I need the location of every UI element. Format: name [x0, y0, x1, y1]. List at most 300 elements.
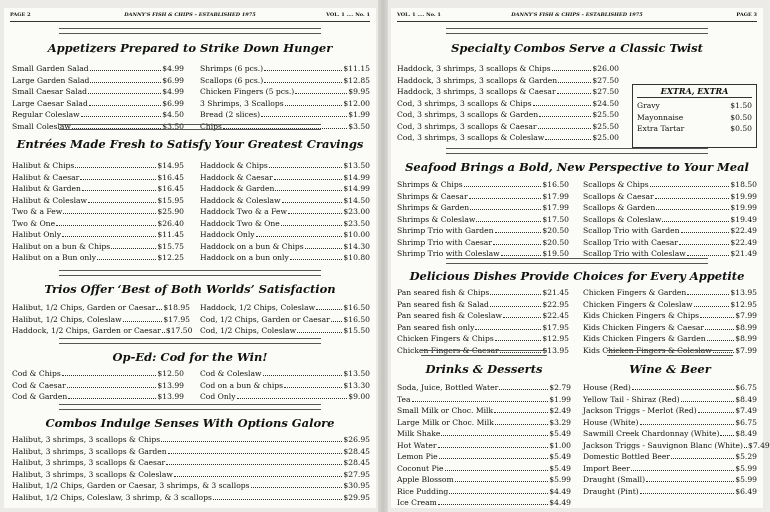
menu-item: [397, 110, 619, 122]
menu-item-price: $13.99: [157, 380, 184, 390]
menu-item-name: Halibut, 1/2 Chips, Coleslaw, 3 shrimp, & 3 scallops: [12, 492, 212, 502]
menu-item-name: Small Garden Salad: [12, 64, 89, 73]
page-number: PAGE 2: [10, 12, 31, 18]
menu-item-price: $12.85: [343, 75, 370, 85]
menu-item-price: $20.50: [542, 237, 569, 247]
menu-item: [200, 230, 370, 242]
section-rule: [59, 28, 321, 34]
dot-leader: [503, 317, 541, 318]
menu-item: [397, 99, 619, 111]
menu-item-name: Halibut, 3 shrimps, 3 scallops & Garden: [12, 446, 167, 456]
menu-item-price: $13.95: [542, 345, 569, 355]
dot-leader: [316, 309, 342, 310]
menu-item-price: $28.45: [343, 446, 370, 456]
item-list: [12, 303, 193, 338]
menu-item-price: $29.95: [343, 492, 370, 502]
menu-item-price: $21.45: [542, 288, 569, 297]
dot-leader: [470, 209, 541, 210]
page-number: PAGE 3: [736, 12, 757, 18]
menu-item-price: $6.99: [162, 75, 184, 85]
menu-item: [583, 383, 757, 395]
menu-item-price: $17.95: [163, 314, 190, 324]
menu-item-price: $12.95: [730, 299, 757, 309]
item-list: [583, 288, 757, 357]
menu-item-price: $22.49: [730, 226, 757, 235]
menu-item-price: $8.49: [735, 394, 757, 404]
menu-item: [397, 288, 569, 300]
left-page: [4, 8, 376, 508]
menu-item-price: $5.99: [735, 475, 757, 484]
menu-item-price: $1.99: [348, 110, 370, 119]
menu-item: [12, 196, 184, 208]
menu-item-name: Shrimps & Coleslaw: [397, 214, 476, 224]
dot-leader: [464, 186, 542, 187]
menu-item-name: Pan seared fish & Coleslaw: [397, 311, 503, 320]
menu-item: [12, 447, 370, 459]
dot-leader: [499, 389, 548, 390]
dot-leader: [694, 306, 730, 307]
menu-item-price: $6.75: [735, 417, 757, 427]
dot-leader: [275, 190, 342, 191]
menu-item: [200, 196, 370, 208]
menu-item-name: Jackson Triggs - Merlot (Red): [583, 406, 697, 415]
dot-leader: [89, 105, 161, 106]
menu-item-price: $24.50: [592, 98, 619, 108]
menu-item-price: $12.00: [343, 98, 370, 108]
dot-leader: [449, 493, 548, 494]
menu-item-price: $27.50: [592, 87, 619, 96]
binding-gutter: [378, 0, 388, 512]
menu-item-name: Haddock & Garden: [200, 184, 275, 193]
dot-leader: [539, 116, 591, 117]
section-rule: [59, 270, 321, 276]
section-title: Wine & Beer: [629, 362, 711, 376]
menu-item-price: $11.15: [343, 64, 370, 73]
menu-item-price: $28.45: [343, 458, 370, 467]
menu-item: [200, 87, 370, 99]
menu-item: [397, 226, 569, 238]
dot-leader: [495, 424, 548, 425]
dot-leader: [264, 70, 342, 71]
menu-item: [12, 110, 184, 122]
dot-leader: [331, 321, 343, 322]
menu-item: [397, 464, 571, 476]
menu-item-price: $2.49: [549, 406, 571, 415]
menu-item: [397, 441, 571, 453]
menu-item: [12, 184, 184, 196]
menu-item-price: $16.50: [343, 314, 370, 324]
menu-item-price: $12.50: [157, 369, 184, 378]
menu-item-price: $3.50: [348, 121, 370, 131]
menu-item-price: $8.99: [735, 322, 757, 332]
dot-leader: [476, 221, 541, 222]
menu-item-price: $7.49: [735, 406, 757, 415]
menu-item-name: Chicken Fingers & Coleslaw: [583, 299, 693, 309]
cod-section: [4, 338, 376, 408]
menu-item-price: $4.50: [162, 110, 184, 119]
wine-beer-section: [577, 350, 770, 508]
menu-item-price: $17.50: [165, 326, 193, 335]
dot-leader: [631, 470, 734, 471]
masthead: DANNY'S FISH & CHIPS – ESTABLISHED 1975: [511, 12, 643, 18]
menu-item-price: $12.25: [157, 253, 184, 262]
menu-item: [397, 215, 569, 227]
specialty-combos-section: [391, 28, 763, 154]
menu-item: [397, 76, 619, 88]
menu-item-name: Haddock & Caesar: [200, 172, 273, 182]
dot-leader: [441, 435, 548, 436]
menu-item-name: Shrimps & Garden: [397, 203, 470, 212]
menu-item: [583, 192, 757, 204]
menu-item-name: Haddock, 3 shrimps, 3 scallops & Chips: [397, 64, 551, 73]
menu-item-name: Halibut on a Bun only: [12, 253, 96, 262]
menu-item-name: Tea: [397, 394, 411, 404]
drinks-section: [391, 350, 577, 508]
menu-item-name: Domestic Bottled Beer: [583, 452, 671, 461]
menu-item: [397, 180, 569, 192]
menu-item: [583, 311, 757, 323]
menu-item-name: Small Coleslaw: [12, 121, 71, 131]
menu-item: [583, 487, 757, 499]
menu-item: [583, 203, 757, 215]
menu-item-price: $6.99: [162, 98, 184, 108]
menu-item-name: Apple Blossom: [397, 475, 454, 484]
menu-item-name: Haddock, 3 shrimps, 3 scallops & Garden: [397, 75, 558, 85]
menu-item: [12, 481, 370, 493]
menu-item: [200, 161, 370, 173]
menu-item-name: Scallops (6 pcs.): [200, 75, 264, 85]
menu-item: [397, 418, 571, 430]
appetizers-section: [4, 28, 376, 131]
section-rule: [421, 350, 547, 356]
dot-leader: [671, 458, 734, 459]
entrees-section: [4, 121, 376, 264]
menu-item: [200, 207, 370, 219]
menu-item-name: Ice Cream: [397, 498, 437, 507]
section-title: Appetizers Prepared to Strike Down Hunger: [47, 41, 333, 55]
dot-leader: [687, 294, 729, 295]
menu-item-name: Haddock, 1/2 Chips, Coleslaw: [200, 303, 316, 312]
menu-item: [12, 87, 184, 99]
dot-leader: [438, 447, 549, 448]
menu-item: [200, 173, 370, 185]
section-title: Delicious Dishes Provide Choices for Every Appetite: [409, 269, 745, 283]
dot-leader: [62, 236, 156, 237]
dot-leader: [707, 340, 735, 341]
menu-item-price: $16.50: [542, 180, 569, 189]
menu-item: [397, 395, 571, 407]
menu-item-name: Large Garden Salad: [12, 75, 90, 85]
item-list: [12, 161, 184, 265]
menu-item: [637, 113, 752, 125]
menu-item-name: Halibut on a bun & Chips: [12, 241, 111, 251]
menu-item: [12, 253, 184, 265]
menu-item: [12, 458, 370, 470]
menu-item: [583, 440, 770, 453]
dot-leader: [88, 202, 156, 203]
menu-item-price: $17.50: [542, 214, 569, 224]
menu-item-name: Draught (Pint): [583, 486, 639, 496]
menu-item-name: Shrimps (6 pcs.): [200, 64, 264, 73]
menu-item-price: $0.50: [730, 112, 752, 122]
menu-item-name: Cod & Chips: [12, 369, 61, 378]
dot-leader: [681, 401, 735, 402]
dot-leader: [439, 458, 549, 459]
menu-item: [12, 435, 370, 447]
menu-item-price: $1.00: [549, 440, 571, 450]
dot-leader: [475, 329, 541, 330]
menu-item-name: Haddock Two & a Few: [200, 207, 287, 216]
menu-item: [397, 133, 619, 145]
menu-item-price: $21.49: [730, 249, 757, 258]
menu-item-name: Cod & Caesar: [12, 380, 66, 390]
menu-item-name: Shrimps & Chips: [397, 180, 463, 189]
dot-leader: [161, 441, 342, 442]
menu-item-name: Cod & Coleslaw: [200, 369, 262, 378]
section-rule: [59, 121, 321, 131]
menu-item: [583, 288, 757, 300]
menu-item-name: Cod & Garden: [12, 392, 68, 401]
menu-item: [200, 381, 370, 393]
menu-item-name: Coconut Pie: [397, 463, 444, 473]
menu-item-price: $25.50: [592, 110, 619, 119]
section-rule: [607, 350, 733, 356]
menu-item: [200, 326, 370, 338]
menu-item: [12, 392, 184, 404]
menu-item: [397, 323, 569, 335]
menu-item-name: House (Red): [583, 383, 631, 392]
menu-item-name: Cod, 3 shrimps, 3 scallops & Chips: [397, 98, 532, 108]
menu-item-name: Haddock on a bun only: [200, 253, 289, 262]
menu-item-name: Halibut, 1/2 Chips, Garden or Caesar: [12, 303, 156, 312]
dot-leader: [97, 259, 156, 260]
menu-item-name: Two & One: [12, 218, 56, 228]
dot-leader: [290, 259, 343, 260]
menu-item-name: Scallops & Coleslaw: [583, 214, 662, 224]
menu-item: [583, 238, 757, 250]
menu-item-price: $10.80: [343, 253, 370, 262]
menu-item-name: Cod, 3 shrimps, 3 scallops & Caesar: [397, 121, 537, 131]
menu-item: [397, 406, 571, 418]
menu-item: [583, 395, 757, 407]
dot-leader: [533, 105, 592, 106]
menu-item: [200, 99, 370, 111]
section-title: Seafood Brings a Bold, New Perspective to Your Meal: [405, 160, 749, 174]
dot-leader: [646, 481, 734, 482]
dot-leader: [495, 340, 542, 341]
menu-item-price: $3.50: [162, 121, 184, 131]
section-title: Op-Ed: Cod for the Win!: [112, 350, 268, 364]
section-title: Entrées Made Fresh to Satisfy Your Greatest Cravings: [16, 137, 364, 151]
menu-item-price: $13.95: [730, 288, 757, 297]
section-title: Combos Indulge Senses With Options Galore: [45, 416, 335, 430]
menu-item-name: Cod, 3 shrimps, 3 scallops & Coleslaw: [397, 133, 545, 142]
menu-item-name: Halibut, 3 shrimps, 3 scallops & Coleslaw: [12, 469, 173, 479]
right-page: [391, 8, 770, 508]
item-list: [200, 303, 370, 338]
dot-leader: [264, 82, 342, 83]
menu-item: [637, 124, 752, 136]
item-list: [12, 435, 370, 504]
menu-item-name: Halibut Only: [12, 230, 62, 239]
dot-leader: [295, 93, 347, 94]
dot-leader: [557, 93, 592, 94]
menu-item: [397, 87, 619, 99]
section-title: Drinks & Desserts: [425, 362, 543, 376]
delicious-dishes-section: [391, 258, 763, 354]
menu-item-price: $25.50: [592, 121, 619, 131]
menu-item-price: $13.30: [343, 380, 370, 390]
menu-item: [583, 452, 757, 464]
menu-item: [200, 253, 370, 265]
section-rule: [59, 404, 321, 410]
dot-leader: [297, 332, 342, 333]
dot-leader: [720, 435, 734, 436]
dot-leader: [650, 186, 730, 187]
masthead: DANNY'S FISH & CHIPS – ESTABLISHED 1975: [124, 12, 256, 18]
extras-title: EXTRA, EXTRA: [637, 85, 752, 98]
menu-item-price: $11.45: [157, 230, 184, 239]
dot-leader: [81, 116, 162, 117]
menu-item: [583, 300, 757, 312]
dot-leader: [490, 294, 541, 295]
dot-leader: [288, 213, 342, 214]
menu-item-name: Sawmill Creek Chardonnay (White): [583, 429, 720, 438]
menu-item: [397, 487, 571, 499]
menu-item-name: Halibut & Chips: [12, 161, 75, 170]
menu-item-price: $26.00: [592, 64, 619, 73]
item-list: [200, 161, 370, 265]
menu-item-name: Scallop Trio with Coleslaw: [583, 249, 686, 258]
menu-item-price: $6.75: [735, 383, 757, 392]
dot-leader: [700, 317, 734, 318]
menu-item: [583, 464, 757, 476]
menu-item-price: $25.00: [592, 133, 619, 142]
menu-item-price: $25.90: [157, 207, 184, 216]
menu-item: [583, 475, 757, 487]
menu-item-name: Shrimp Trio with Coleslaw: [397, 249, 500, 258]
dot-leader: [679, 244, 729, 245]
dot-leader: [632, 389, 734, 390]
dot-leader: [90, 70, 162, 71]
menu-item: [12, 76, 184, 88]
menu-item: [12, 207, 184, 219]
item-list: [12, 369, 184, 404]
dot-leader: [166, 464, 342, 465]
dot-leader: [640, 493, 734, 494]
menu-item: [12, 219, 184, 231]
menu-item-price: $8.49: [735, 429, 757, 438]
menu-item: [12, 326, 193, 338]
menu-item-name: Regular Coleslaw: [12, 110, 80, 119]
menu-item: [200, 64, 370, 76]
volume-number: VOL. 1 .... No. 1: [397, 12, 441, 18]
dot-leader: [687, 255, 730, 256]
menu-item-price: $14.99: [343, 184, 370, 193]
menu-item-price: $9.95: [348, 87, 370, 96]
menu-item-price: $26.40: [157, 218, 184, 228]
menu-item-name: Jackson Triggs - Sauvignon Blanc (White): [583, 440, 743, 450]
dot-leader: [469, 198, 542, 199]
menu-item-price: $13.99: [157, 392, 184, 401]
dot-leader: [168, 453, 343, 454]
menu-item-price: $14.95: [157, 161, 184, 170]
menu-item: [200, 303, 370, 315]
menu-item-price: $19.49: [730, 214, 757, 224]
menu-item-price: $17.95: [542, 322, 569, 332]
menu-item-name: House (White): [583, 417, 639, 427]
section-rule: [446, 148, 708, 154]
dot-leader: [656, 209, 729, 210]
menu-item-price: $1.99: [549, 394, 571, 404]
dot-leader: [655, 198, 730, 199]
menu-item: [200, 219, 370, 231]
menu-item: [397, 122, 619, 134]
menu-item-price: $19.50: [542, 249, 569, 258]
menu-item: [397, 203, 569, 215]
menu-item-price: $12.95: [542, 334, 569, 343]
menu-item-price: $9.00: [348, 392, 370, 401]
menu-item-name: Haddock on a bun & Chips: [200, 241, 304, 251]
menu-item-price: $4.49: [549, 498, 571, 507]
dot-leader: [285, 105, 343, 106]
dot-leader: [111, 248, 156, 249]
dot-leader: [90, 82, 161, 83]
menu-item-price: $15.75: [157, 241, 184, 251]
menu-item-price: $2.79: [549, 383, 571, 392]
dot-leader: [174, 476, 343, 477]
dot-leader: [80, 179, 156, 180]
menu-item-name: Halibut, 3 shrimps, 3 scallops & Chips: [12, 435, 161, 444]
menu-item-price: $27.95: [343, 469, 370, 479]
extras-box: [632, 84, 757, 148]
menu-item-price: $22.95: [542, 299, 569, 309]
dot-leader: [256, 236, 343, 237]
dot-leader: [123, 321, 163, 322]
menu-item-name: Chips: [200, 121, 222, 131]
menu-item-name: Hot Water: [397, 440, 437, 450]
page-header: [397, 12, 757, 22]
dot-leader: [698, 412, 735, 413]
menu-item: [12, 369, 184, 381]
menu-item: [200, 184, 370, 196]
dot-leader: [67, 387, 157, 388]
menu-item-name: Lemon Pie: [397, 452, 438, 461]
menu-item: [200, 110, 370, 122]
menu-item-name: Small Milk or Choc. Milk: [397, 406, 494, 415]
dot-leader: [281, 225, 343, 226]
menu-item-name: Import Beer: [583, 463, 630, 473]
item-list: [397, 383, 571, 510]
section-rule: [59, 338, 321, 344]
menu-item-price: $17.99: [542, 191, 569, 201]
menu-item-price: $10.00: [343, 230, 370, 239]
menu-item-name: Cod on a bun & chips: [200, 380, 284, 390]
dot-leader: [490, 306, 542, 307]
menu-item-name: Kids Chicken Fingers & Garden: [583, 334, 706, 343]
item-list: [12, 64, 184, 133]
menu-item-name: Chicken Fingers (5 pcs.): [200, 87, 295, 96]
dot-leader: [558, 82, 591, 83]
menu-item: [12, 64, 184, 76]
menu-item-name: Haddock, 1/2 Chips, Garden or Caesar: [12, 326, 161, 335]
menu-item-name: Rice Pudding: [397, 486, 449, 496]
menu-item-price: $30.95: [343, 481, 370, 490]
menu-item-name: Haddock Two & One: [200, 218, 280, 228]
menu-item-name: Cod Only: [200, 392, 236, 401]
menu-item: [12, 315, 190, 327]
menu-item: [583, 180, 757, 192]
